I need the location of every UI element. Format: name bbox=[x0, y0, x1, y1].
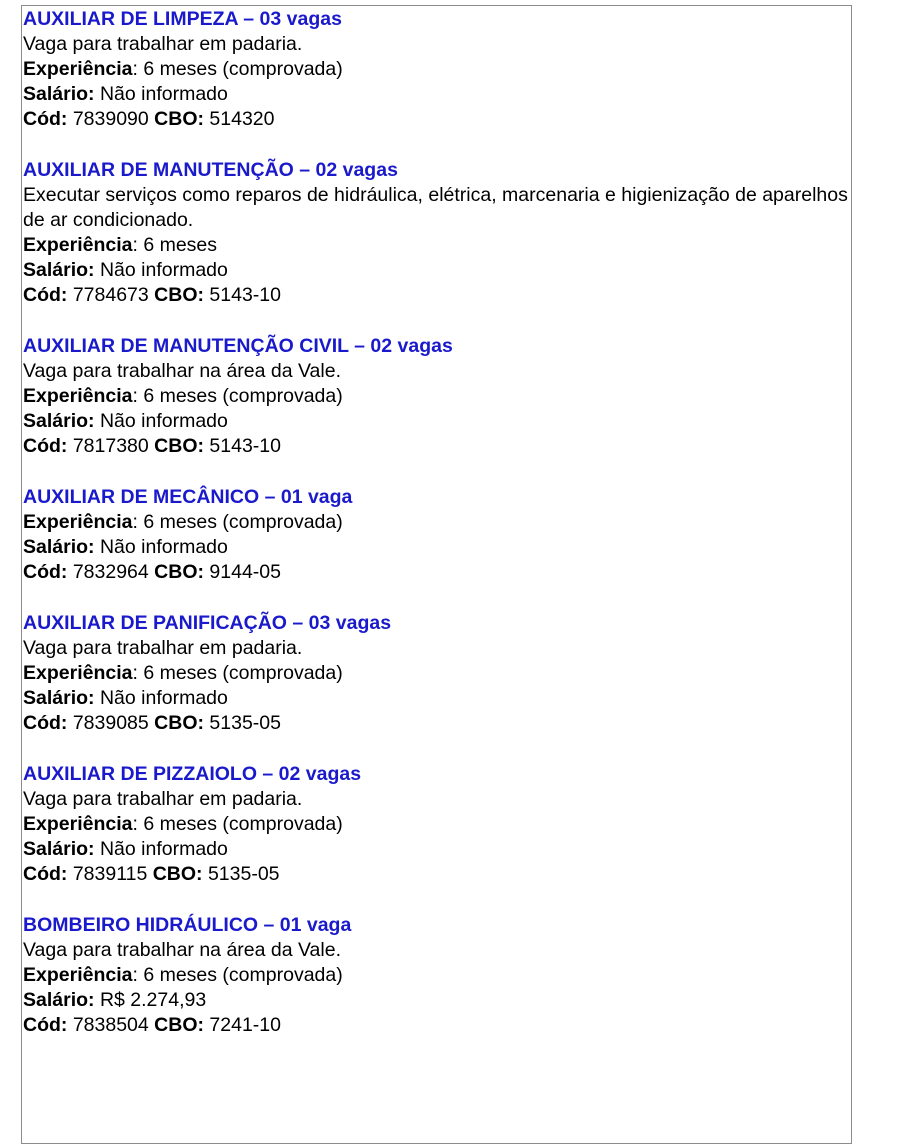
job-experience bbox=[23, 510, 853, 535]
code-label: Cód: bbox=[23, 435, 68, 457]
salary-value: R$ 2.274,93 bbox=[94, 989, 207, 1011]
job-codes bbox=[23, 434, 853, 459]
cbo-label: CBO: bbox=[154, 561, 204, 583]
job-description: Executar serviços como reparos de hidráulica, elétrica, marcenaria e higienização de aparelhos de ar condicionado. bbox=[23, 184, 848, 231]
job-salary bbox=[23, 258, 853, 283]
job-salary bbox=[23, 409, 853, 434]
code-value: 7832964 bbox=[67, 561, 155, 583]
salary-label: Salário: bbox=[23, 536, 95, 558]
cbo-value: 514320 bbox=[204, 108, 275, 130]
code-label: Cód: bbox=[23, 863, 68, 885]
job-codes bbox=[23, 1013, 853, 1038]
job-title: AUXILIAR DE MECÂNICO – 01 vaga bbox=[23, 486, 353, 508]
job-description: Vaga para trabalhar em padaria. bbox=[23, 33, 303, 55]
cbo-label: CBO: bbox=[152, 863, 203, 885]
cbo-label: CBO: bbox=[154, 1014, 204, 1036]
job-listing bbox=[23, 611, 853, 736]
job-experience bbox=[23, 661, 853, 686]
salary-label: Salário: bbox=[23, 838, 95, 860]
experience-value: : 6 meses (comprovada) bbox=[132, 511, 343, 533]
job-experience bbox=[23, 384, 853, 409]
job-experience bbox=[23, 233, 853, 258]
experience-value: : 6 meses (comprovada) bbox=[132, 385, 343, 407]
job-listings bbox=[23, 7, 853, 1064]
salary-label: Salário: bbox=[23, 687, 95, 709]
salary-label: Salário: bbox=[23, 83, 95, 105]
job-description: Vaga para trabalhar em padaria. bbox=[23, 637, 303, 659]
salary-value: Não informado bbox=[94, 259, 228, 281]
job-description: Vaga para trabalhar na área da Vale. bbox=[23, 360, 341, 382]
cbo-label: CBO: bbox=[154, 435, 204, 457]
salary-label: Salário: bbox=[23, 410, 95, 432]
job-codes bbox=[23, 107, 853, 132]
job-experience bbox=[23, 963, 853, 988]
job-listing bbox=[23, 158, 853, 308]
code-label: Cód: bbox=[23, 284, 68, 306]
job-title: BOMBEIRO HIDRÁULICO – 01 vaga bbox=[23, 914, 352, 936]
experience-label: Experiência bbox=[23, 58, 133, 80]
job-listing bbox=[23, 913, 853, 1038]
code-value: 7839090 bbox=[67, 108, 155, 130]
job-experience bbox=[23, 57, 853, 82]
job-salary bbox=[23, 837, 853, 862]
cbo-label: CBO: bbox=[154, 712, 204, 734]
job-experience bbox=[23, 812, 853, 837]
job-codes bbox=[23, 711, 853, 736]
salary-value: Não informado bbox=[94, 838, 228, 860]
job-title: AUXILIAR DE MANUTENÇÃO CIVIL – 02 vagas bbox=[23, 335, 453, 357]
job-codes bbox=[23, 560, 853, 585]
experience-label: Experiência bbox=[23, 662, 133, 684]
salary-label: Salário: bbox=[23, 259, 95, 281]
code-value: 7817380 bbox=[67, 435, 155, 457]
job-title: AUXILIAR DE LIMPEZA – 03 vagas bbox=[23, 8, 342, 30]
code-label: Cód: bbox=[23, 712, 68, 734]
cbo-label: CBO: bbox=[154, 284, 204, 306]
experience-value: : 6 meses (comprovada) bbox=[132, 58, 343, 80]
code-value: 7784673 bbox=[67, 284, 155, 306]
cbo-value: 9144-05 bbox=[204, 561, 281, 583]
cbo-value: 5143-10 bbox=[204, 284, 281, 306]
job-listing bbox=[23, 762, 853, 887]
experience-label: Experiência bbox=[23, 385, 133, 407]
job-salary bbox=[23, 535, 853, 560]
job-title: AUXILIAR DE PIZZAIOLO – 02 vagas bbox=[23, 763, 362, 785]
experience-label: Experiência bbox=[23, 511, 133, 533]
salary-label: Salário: bbox=[23, 989, 95, 1011]
cbo-value: 5135-05 bbox=[202, 863, 280, 885]
job-codes bbox=[23, 283, 853, 308]
experience-label: Experiência bbox=[23, 234, 133, 256]
code-label: Cód: bbox=[23, 1014, 68, 1036]
code-value: 7839115 bbox=[67, 863, 153, 885]
experience-label: Experiência bbox=[23, 813, 133, 835]
code-label: Cód: bbox=[23, 561, 68, 583]
salary-value: Não informado bbox=[94, 687, 228, 709]
code-label: Cód: bbox=[23, 108, 68, 130]
salary-value: Não informado bbox=[94, 536, 228, 558]
experience-value: : 6 meses (comprovada) bbox=[132, 662, 343, 684]
job-salary bbox=[23, 988, 853, 1013]
cbo-value: 7241-10 bbox=[204, 1014, 281, 1036]
job-listing bbox=[23, 7, 853, 132]
experience-value: : 6 meses bbox=[132, 234, 218, 256]
salary-value: Não informado bbox=[94, 83, 228, 105]
experience-value: : 6 meses (comprovada) bbox=[132, 964, 343, 986]
job-title: AUXILIAR DE PANIFICAÇÃO – 03 vagas bbox=[23, 612, 392, 634]
salary-value: Não informado bbox=[94, 410, 228, 432]
cbo-value: 5135-05 bbox=[204, 712, 281, 734]
experience-label: Experiência bbox=[23, 964, 133, 986]
job-salary bbox=[23, 686, 853, 711]
experience-value: : 6 meses (comprovada) bbox=[132, 813, 343, 835]
cbo-value: 5143-10 bbox=[204, 435, 281, 457]
cbo-label: CBO: bbox=[154, 108, 204, 130]
job-listing bbox=[23, 334, 853, 459]
job-listing bbox=[23, 485, 853, 585]
code-value: 7838504 bbox=[67, 1014, 155, 1036]
job-description: Vaga para trabalhar em padaria. bbox=[23, 788, 303, 810]
job-description: Vaga para trabalhar na área da Vale. bbox=[23, 939, 341, 961]
code-value: 7839085 bbox=[67, 712, 155, 734]
job-codes bbox=[23, 862, 853, 887]
job-salary bbox=[23, 82, 853, 107]
job-title: AUXILIAR DE MANUTENÇÃO – 02 vagas bbox=[23, 159, 398, 181]
